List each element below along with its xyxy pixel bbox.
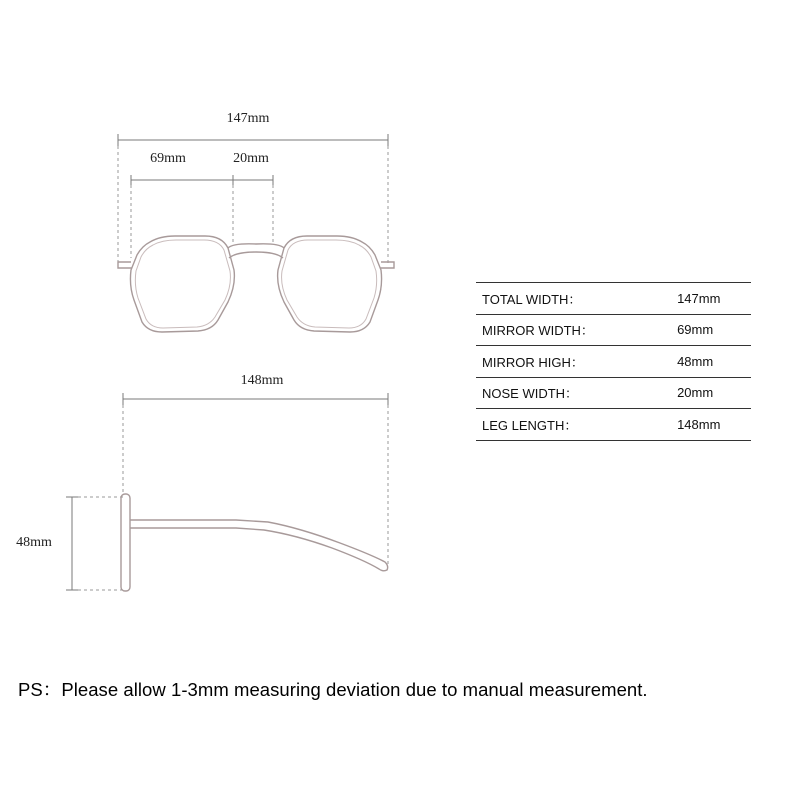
lens-bridge-dimension [131, 151, 273, 258]
table-row [476, 283, 751, 315]
bridge-width-label: 20mm [233, 151, 269, 166]
total-width-label: 147mm [226, 111, 270, 126]
glasses-front-outline [118, 236, 394, 332]
front-view [118, 111, 394, 332]
spec-value: 148mm [677, 409, 751, 441]
spec-label: MIRROR HIGH： [476, 346, 677, 378]
side-view [16, 373, 388, 591]
table-row [476, 409, 751, 441]
spec-label: MIRROR WIDTH： [476, 314, 677, 346]
spec-value: 48mm [677, 346, 751, 378]
spec-value: 20mm [677, 377, 751, 409]
temple-length-dimension [123, 373, 388, 566]
lens-height-dimension [16, 497, 123, 590]
spec-value: 69mm [677, 314, 751, 346]
lens-width-label: 69mm [150, 151, 186, 166]
temple-length-label: 148mm [240, 373, 284, 388]
table-row [476, 346, 751, 378]
spec-label: TOTAL WIDTH： [476, 283, 677, 315]
measurement-note: PS：Please allow 1-3mm measuring deviation due to manual measurement. [18, 679, 648, 700]
spec-label: NOSE WIDTH： [476, 377, 677, 409]
spec-label: LEG LENGTH： [476, 409, 677, 441]
glasses-side-outline [121, 494, 388, 591]
lens-height-label: 48mm [16, 535, 52, 550]
table-row [476, 377, 751, 409]
spec-table [476, 282, 751, 441]
table-row [476, 314, 751, 346]
spec-value: 147mm [677, 283, 751, 315]
